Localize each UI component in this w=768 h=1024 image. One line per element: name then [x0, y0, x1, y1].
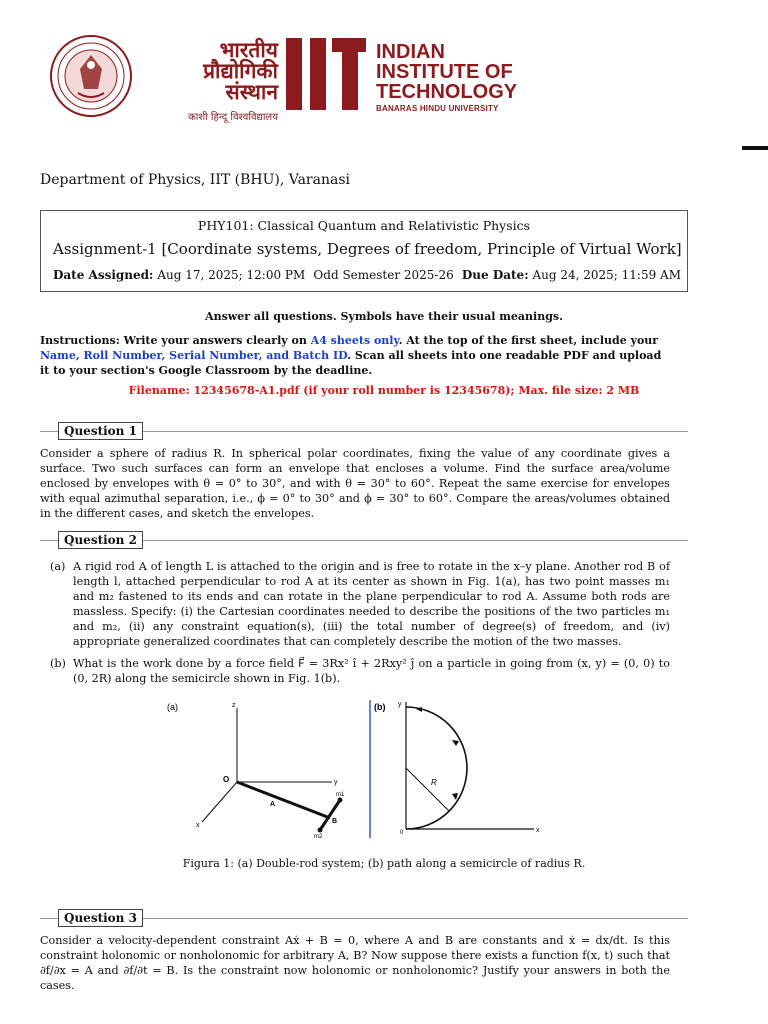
date-assigned-label: Date Assigned: [53, 268, 154, 282]
instructions [40, 333, 672, 378]
path-arrow-1 [452, 793, 458, 800]
institute-name-english [376, 42, 517, 113]
ids-link[interactable]: Name, Roll Number, Serial Number, and Batch ID [40, 349, 348, 362]
figure-1a [167, 702, 345, 840]
figure-caption: Figura 1: (a) Double-rod system; (b) path along a semicircle of radius R. [182, 857, 586, 870]
hindi-line-1: भारतीय [219, 38, 278, 62]
rod-a [237, 782, 330, 818]
instructions-part-3: . Scan all sheets into one readable PDF and upload it to your section's Google Classroom by the deadline. [40, 349, 662, 377]
iit-bhu-seal-logo [50, 35, 132, 117]
mass-m2 [318, 828, 323, 833]
institute-name-hindi [158, 40, 278, 123]
hindi-line-3: संस्थान [225, 80, 278, 104]
q2b-text: What is the work done by a force field F⃗ = 3Rx² î + 2Rxy² ĵ on a particle in going from (x, y) = (0, 0) to (0, 2R) along the semicircle shown in Fig. 1(b). [73, 657, 670, 685]
hindi-line-2: प्रौद्योगिकी [203, 59, 278, 83]
due-date-value: Aug 24, 2025; 11:59 AM [532, 268, 681, 282]
q2-label: Question 2 [58, 531, 143, 549]
course-title: PHY101: Classical Quantum and Relativistic Physics [197, 218, 531, 233]
m1-label: m1 [336, 792, 345, 798]
fig-a-label: (a) [167, 702, 178, 712]
z-axis-label: z [232, 702, 236, 709]
semicircle-path [406, 707, 467, 829]
q3-label: Question 3 [58, 909, 143, 927]
x-axis [202, 782, 237, 822]
b-x-label: x [536, 827, 540, 834]
instructions-part-2: . At the top of the first sheet, include your [398, 334, 659, 347]
b-origin-label: 0 [400, 830, 404, 836]
assignment-title: Assignment-1 [Coordinate systems, Degrees of freedom, Principle of Virtual Work] [53, 240, 682, 258]
q2b-marker: (b) [50, 657, 66, 670]
iit-logo-mark [284, 38, 366, 110]
radius-line [406, 768, 449, 811]
figure-1b [374, 701, 540, 836]
b-y-label: y [398, 701, 402, 708]
q1-text: Consider a sphere of radius R. In spherical polar coordinates, fixing the value of any coordinate gives a surface. Two such surfaces can form an envelope that encloses a volume. Find the surface area/volume enclosed by envelopes with θ = 0° to 30°, and with θ = 30° to 60°. Repeat the same exercise for envelopes with equal azimuthal separation, i.e., ϕ = 0° to 30° and ϕ = 30° to 60°. Compare the areas/volumes obtained in the different cases, and sketch the envelopes. [40, 447, 670, 520]
edge-mark [742, 146, 768, 150]
university-name: BANARAS HINDU UNIVERSITY [376, 104, 499, 113]
due-date [462, 268, 681, 282]
due-date-label: Due Date: [461, 268, 529, 282]
answer-all-note: Answer all questions. Symbols have their usual meanings. [205, 310, 563, 323]
date-assigned [53, 268, 305, 282]
path-arrow-2 [452, 740, 459, 746]
semester: Odd Semester 2025-26 [313, 268, 454, 282]
dates-row [53, 268, 681, 282]
hindi-line-4: काशी हिन्दू विश्वविद्यालय [188, 112, 278, 123]
date-assigned-value: Aug 17, 2025; 12:00 PM [157, 268, 306, 282]
iit-line-3: TECHNOLOGY [376, 81, 518, 103]
iit-line-1: INDIAN [376, 41, 445, 63]
figure-1 [160, 696, 560, 846]
iit-line-2: INSTITUTE OF [376, 61, 513, 83]
y-axis-label: y [334, 779, 338, 786]
x-axis-label: x [196, 822, 200, 829]
q2a-text: A rigid rod A of length L is attached to the origin and is free to rotate in the x–y plane. Another rod B of length l, attached perpendicular to rod A at its center as shown in Fig. 1(a), has two point masses m₁ and m₂ fastened to its ends and can rotate in the plane perpendicular to rod A. Assume both rods are massless. Specify: (i) the Cartesian coordinates needed to describe the positions of the two particles m₁ and m₂, (ii) any constraint equation(s), (iii) the total number of degree(s) of freedom, and (iv) appropriate generalized coordinates that can completely describe the motion of the two masses. [73, 560, 670, 648]
assignment-header-box [40, 210, 688, 292]
m2-label: m2 [314, 834, 323, 840]
filename-note: Filename: 12345678-A1.pdf (if your roll number is 12345678); Max. file size: 2 MB [128, 384, 640, 397]
q3-text: Consider a velocity-dependent constraint Aẋ + B = 0, where A and B are constants and ẋ = dx/dt. Is this constraint holonomic or nonholonomic for arbitrary A, B? Now suppose there exists a function f(x, t) such that ∂f/∂x = A and ∂f/∂t = B. Is the constraint now holonomic or nonholonomic? Justify your answers in both the cases. [40, 934, 670, 992]
q1-label: Question 1 [58, 422, 143, 440]
radius-label: R [431, 778, 437, 787]
instructions-part-1: Instructions: Write your answers clearly on [40, 334, 311, 347]
a4-link[interactable]: A4 sheets only [310, 334, 399, 347]
rod-b-label: B [332, 818, 338, 825]
department-title: Department of Physics, IIT (BHU), Varanasi [40, 172, 350, 188]
q2a-marker: (a) [50, 560, 66, 573]
fig-b-label: (b) [374, 702, 386, 712]
mass-m1 [338, 798, 343, 803]
origin-label: O [223, 775, 230, 784]
rod-a-label: A [270, 801, 276, 808]
